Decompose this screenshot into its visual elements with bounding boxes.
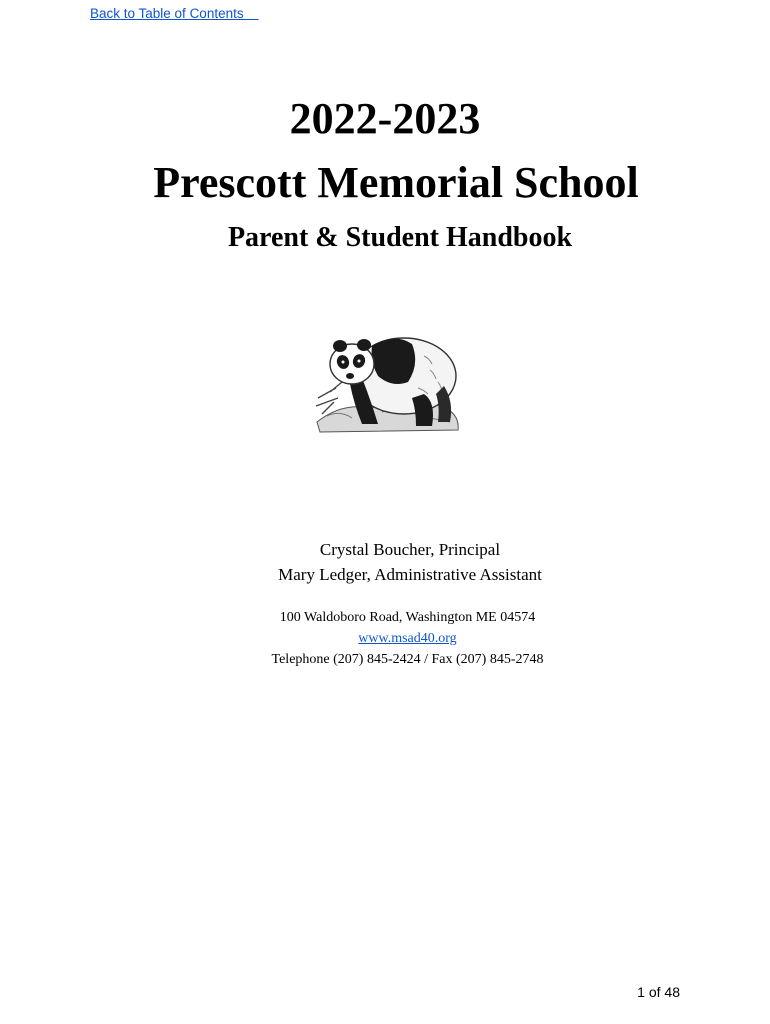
phone-fax-text: Telephone (207) 845-2424 / Fax (207) 845-2748 bbox=[271, 652, 544, 667]
contact-block bbox=[0, 607, 770, 670]
principal-name: Crystal Boucher, Principal bbox=[319, 540, 501, 559]
page-number: 1 of 48 bbox=[637, 984, 680, 1000]
panda-mascot-image bbox=[312, 318, 462, 436]
website-link[interactable]: www.msad40.org bbox=[358, 631, 457, 646]
address-text: 100 Waldoboro Road, Washington ME 04574 bbox=[279, 610, 536, 625]
staff-block bbox=[0, 537, 770, 587]
school-name-heading: Prescott Memorial School bbox=[153, 158, 639, 207]
back-to-toc-link[interactable]: Back to Table of Contents bbox=[90, 6, 259, 21]
assistant-name: Mary Ledger, Administrative Assistant bbox=[278, 565, 542, 584]
handbook-subtitle: Parent & Student Handbook bbox=[227, 222, 573, 253]
school-year-heading: 2022-2023 bbox=[289, 94, 481, 143]
